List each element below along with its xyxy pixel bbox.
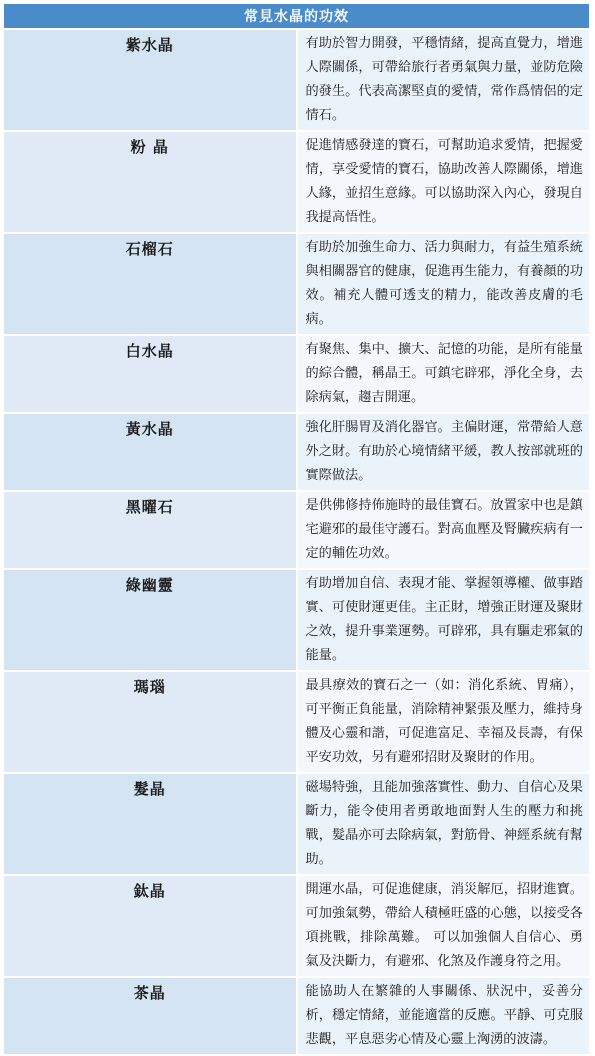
crystal-description: 是供佛修持佈施時的最佳寶石。放置家中也是鎮宅避邪的最佳守護石。對高血壓及腎臟疾病有一定的輔佐功效。 [297, 491, 591, 569]
crystal-name: 綠幽靈 [3, 569, 297, 671]
crystal-description: 有助於加強生命力、活力與耐力，有益生殖系統與相關器官的健康，促進再生能力，有養顏的功效。補充人體可透支的精力，能改善皮膚的毛病。 [297, 233, 591, 335]
table-row [3, 977, 590, 1055]
crystal-name: 石榴石 [3, 233, 297, 335]
crystal-name: 白水晶 [3, 335, 297, 413]
crystal-name: 粉 晶 [3, 131, 297, 233]
crystal-description: 能協助人在繁雜的人事關係、狀況中，妥善分析，穩定情緒，並能適當的反應。平靜、可克服悲觀，平息惡劣心情及心靈上洶湧的波濤。 [297, 977, 591, 1055]
table-row [3, 773, 590, 875]
crystal-description: 有助增加自信、表現才能、掌握領導權、做事踏實、可使財運更佳。主正財，增強正財運及聚財之效，提升事業運勢。可辟邪，具有驅走邪氣的能量。 [297, 569, 591, 671]
table-row [3, 233, 590, 335]
crystal-description: 有助於智力開發，平穩情緒，提高直覺力，增進人際關係，可帶給旅行者勇氣與力量，並防危險的發生。代表高潔堅貞的愛情，常作爲情侶的定情石。 [297, 29, 591, 131]
crystal-name: 茶晶 [3, 977, 297, 1055]
crystal-description: 有聚焦、集中、擴大、記憶的功能，是所有能量的綜合體，稱晶王。可鎮宅辟邪，淨化全身，去除病氣，趨吉開運。 [297, 335, 591, 413]
table-row [3, 671, 590, 773]
table-row [3, 131, 590, 233]
crystal-description: 開運水晶，可促進健康，消災解厄，招財進寶。可加強氣勢，帶給人積極旺盛的心態，以接受各項挑戰，排除萬難。 可以加強個人自信心、勇氣及決斷力，有避邪、化煞及作護身符之用。 [297, 875, 591, 977]
table-row [3, 29, 590, 131]
crystal-name: 黃水晶 [3, 413, 297, 491]
crystal-name: 鈦晶 [3, 875, 297, 977]
table-row [3, 491, 590, 569]
crystal-description: 強化肝腸胃及消化器官。主偏財運，常帶給人意外之財。有助於心境情緒平緩，教人按部就班的實際做法。 [297, 413, 591, 491]
crystal-name: 黑曜石 [3, 491, 297, 569]
crystal-name: 瑪瑙 [3, 671, 297, 773]
table-row [3, 569, 590, 671]
table-header-row [3, 3, 590, 29]
crystal-name: 紫水晶 [3, 29, 297, 131]
table-row [3, 875, 590, 977]
table-title: 常見水晶的功效 [3, 3, 590, 29]
table-row [3, 413, 590, 491]
table-row [3, 335, 590, 413]
crystal-name: 髮晶 [3, 773, 297, 875]
crystal-description: 促進情感發達的寶石，可幫助追求愛情，把握愛情，享受愛情的寶石，協助改善人際關係，增進人緣，並招生意緣。可以協助深入內心，發現自我提高悟性。 [297, 131, 591, 233]
crystal-effects-table [2, 2, 591, 1056]
crystal-description: 磁場特強，且能加強落實性、動力、自信心及果斷力，能令使用者勇敢地面對人生的壓力和挑戰，髮晶亦可去除病氣，對筋骨、神經系統有幫助。 [297, 773, 591, 875]
crystal-description: 最具療效的寶石之一（如：消化系統、胃痛），可平衡正負能量，消除精神緊張及壓力，維持身體及心靈和諧，可促進富足、幸福及長壽，有保平安功效，另有避邪招財及聚財的作用。 [297, 671, 591, 773]
